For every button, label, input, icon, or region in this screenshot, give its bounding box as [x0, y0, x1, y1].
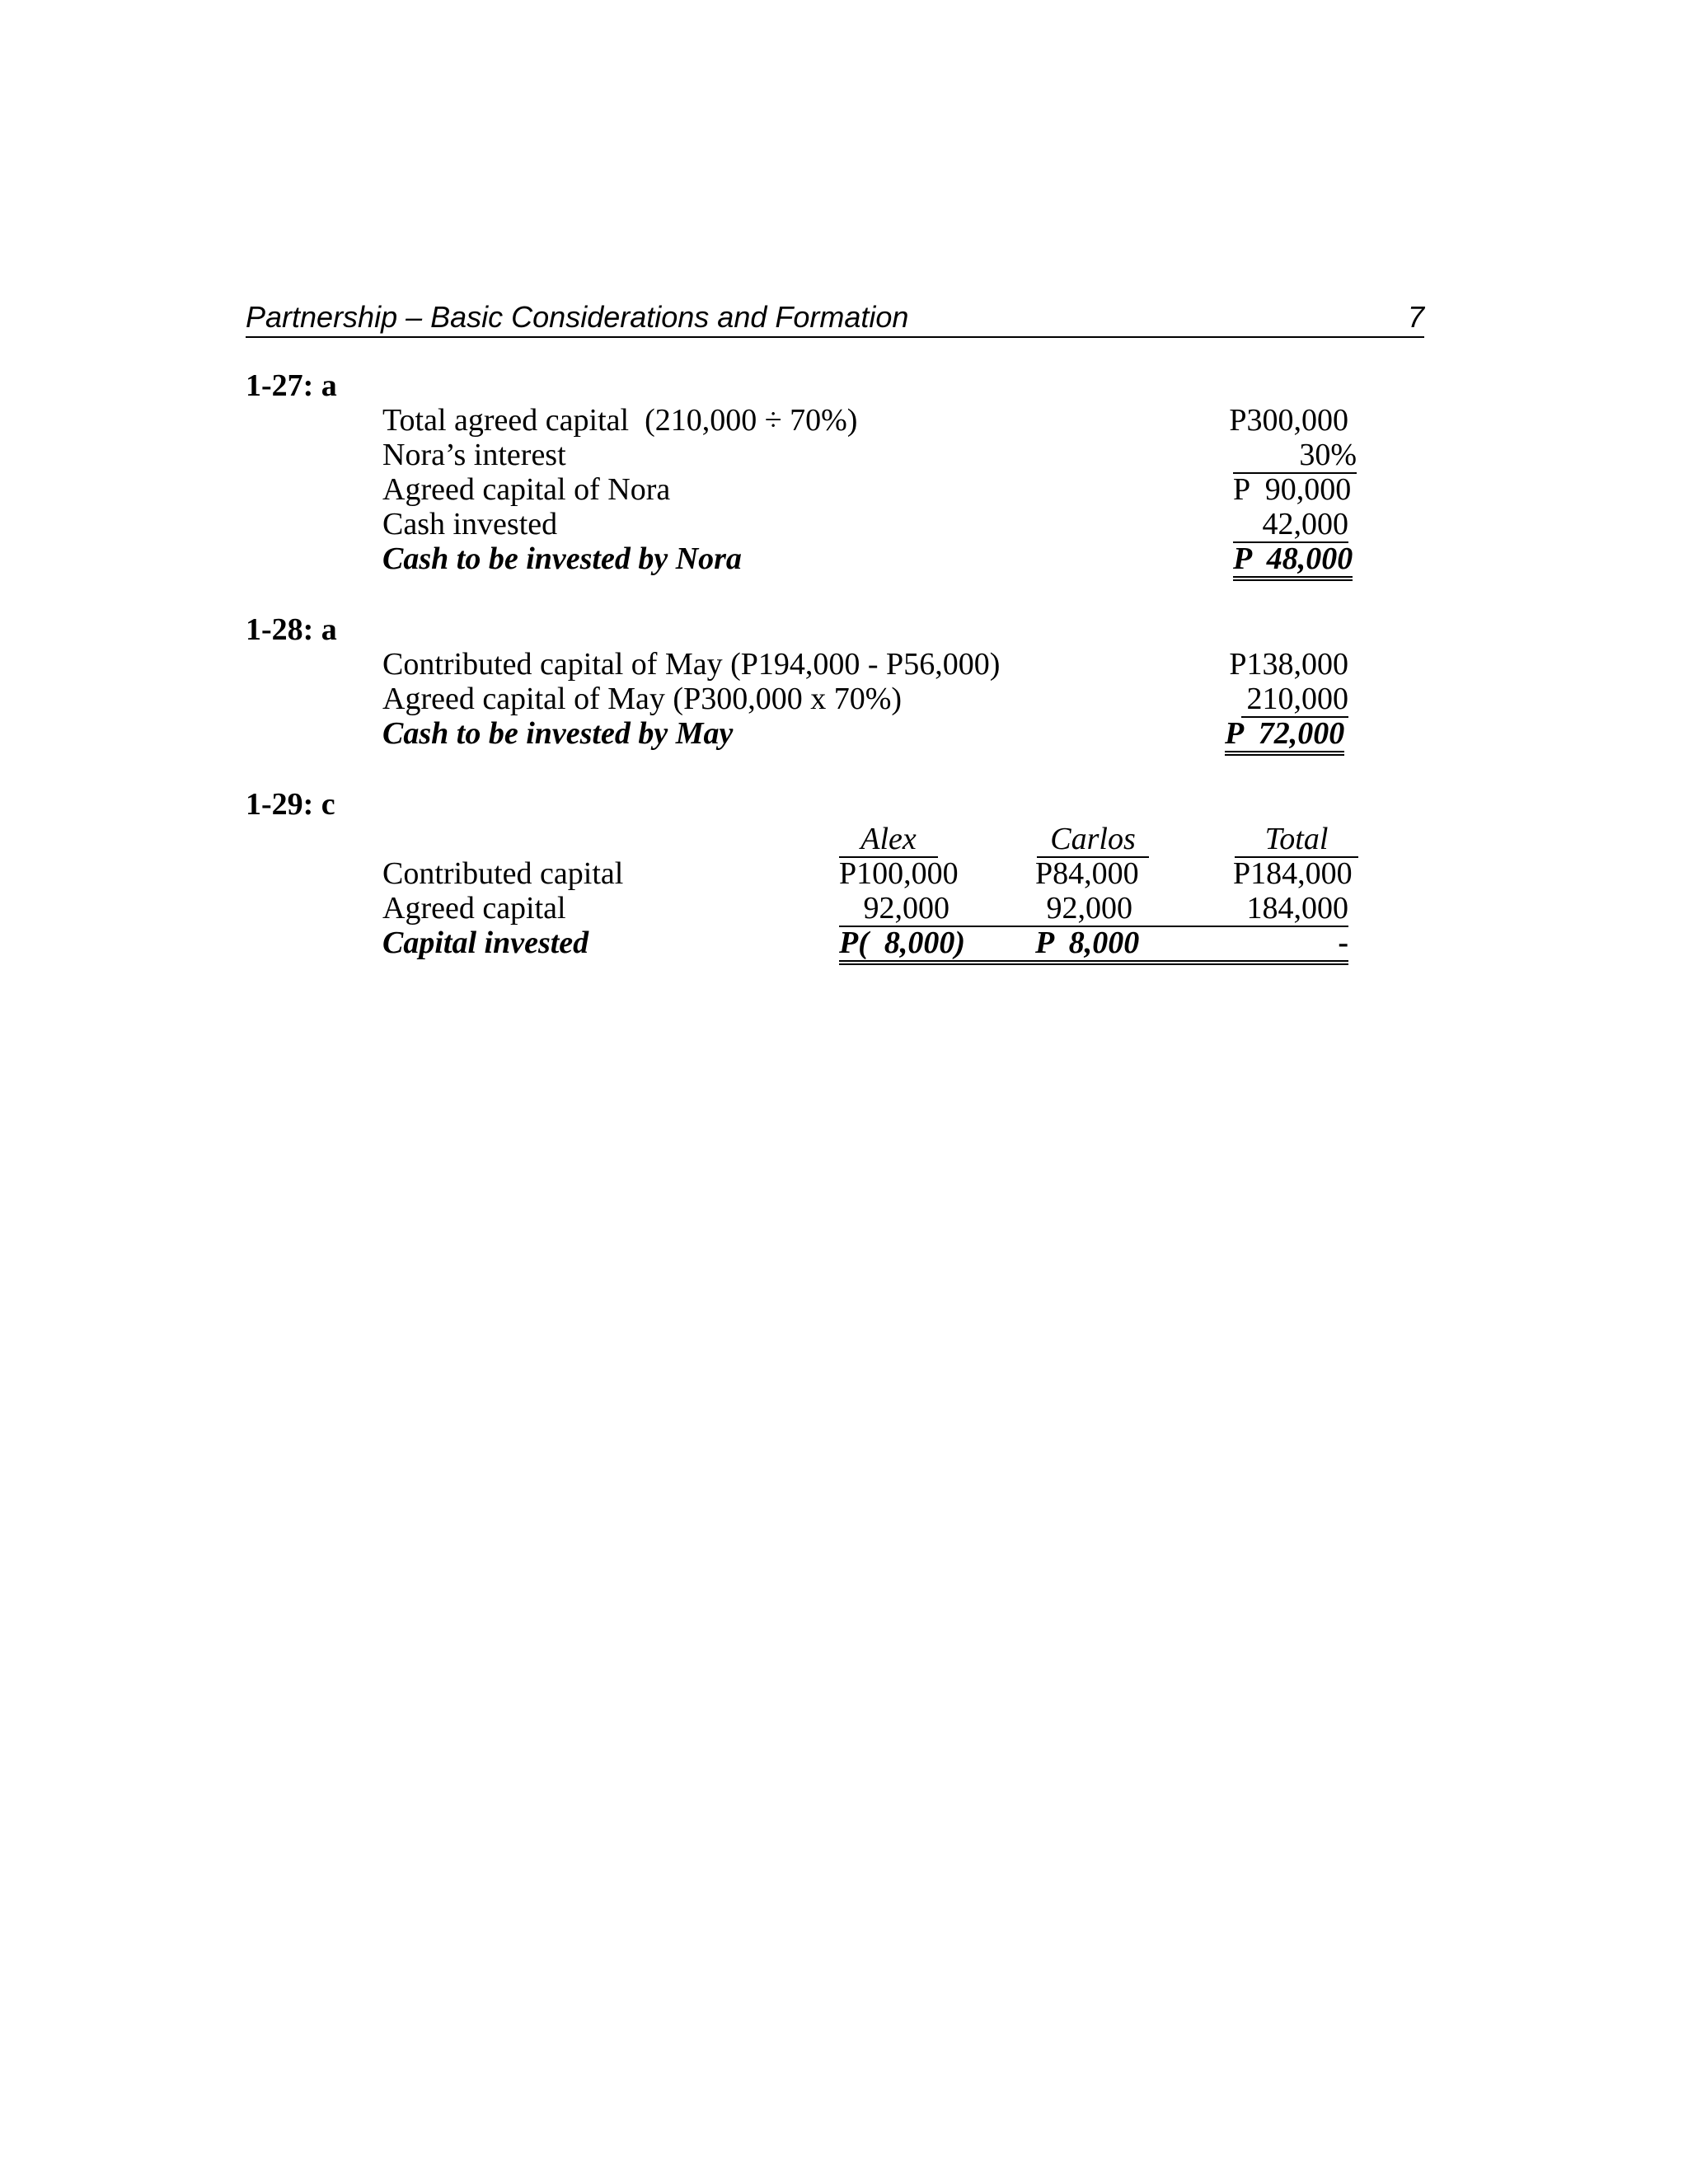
row-agreed-capital-label: Agreed capital — [382, 891, 566, 926]
page-number: 7 — [1407, 300, 1424, 334]
row-cash-to-be-invested-may-label: Cash to be invested by May — [382, 716, 734, 751]
row-agreed-capital-may-amount: 210,000 — [1241, 682, 1348, 718]
cell-agreed-total — [1136, 891, 1348, 927]
row-capital-invested-label: Capital invested — [382, 926, 589, 960]
header-title: Partnership – Basic Considerations and Formation — [246, 300, 909, 334]
row-cash-invested-label: Cash invested — [382, 507, 558, 541]
column-header-total: Total — [1235, 822, 1358, 858]
column-header-carlos: Carlos — [1037, 822, 1149, 858]
cell-agreed-alex-value: 92,000 — [863, 891, 950, 926]
row-agreed-capital-nora-label: Agreed capital of Nora — [382, 472, 671, 507]
problem-label-1-29: 1-29: c — [246, 787, 335, 822]
row-contributed-capital-may-amount: P138,000 — [1229, 647, 1348, 682]
cell-contributed-total: P184,000 — [1233, 856, 1353, 891]
problem-label-1-27: 1-27: a — [246, 368, 337, 403]
row-agreed-capital-may-label: Agreed capital of May (P300,000 x 70%) — [382, 682, 903, 716]
cell-agreed-carlos-value: 92,000 — [1046, 891, 1132, 926]
cell-invested-carlos: P 8,000 — [1035, 926, 1140, 960]
row-nora-interest-amount: 30% — [1233, 438, 1357, 474]
cell-agreed-alex — [839, 891, 954, 927]
problem-label-1-28: 1-28: a — [246, 612, 337, 647]
cell-agreed-total-value: 184,000 — [1246, 891, 1348, 926]
row-total-agreed-capital-amount: P300,000 — [1229, 403, 1348, 438]
row-contributed-capital-label: Contributed capital — [382, 856, 624, 891]
row-cash-to-be-invested-may-amount: P 72,000 — [1225, 716, 1344, 756]
page-header — [246, 300, 1424, 338]
cell-agreed-carlos — [954, 891, 1136, 927]
row-agreed-capital-nora-amount: P 90,000 — [1233, 472, 1352, 507]
cell-contributed-alex: P100,000 — [839, 856, 959, 891]
row-total-agreed-capital-label: Total agreed capital (210,000 ÷ 70%) — [382, 403, 858, 438]
cell-invested-total: - — [1338, 926, 1348, 960]
row-cash-to-be-invested-nora-amount: P 48,000 — [1233, 541, 1353, 581]
row-cash-invested-amount: 42,000 — [1233, 507, 1348, 543]
column-header-alex: Alex — [839, 822, 938, 858]
row-contributed-capital-may-label: Contributed capital of May (P194,000 - P56,000) — [382, 647, 1001, 682]
row-cash-to-be-invested-nora-label: Cash to be invested by Nora — [382, 541, 742, 576]
cell-invested-alex: P( 8,000) — [839, 926, 966, 960]
row-nora-interest-label: Nora’s interest — [382, 438, 566, 472]
cell-contributed-carlos: P84,000 — [1035, 856, 1139, 891]
